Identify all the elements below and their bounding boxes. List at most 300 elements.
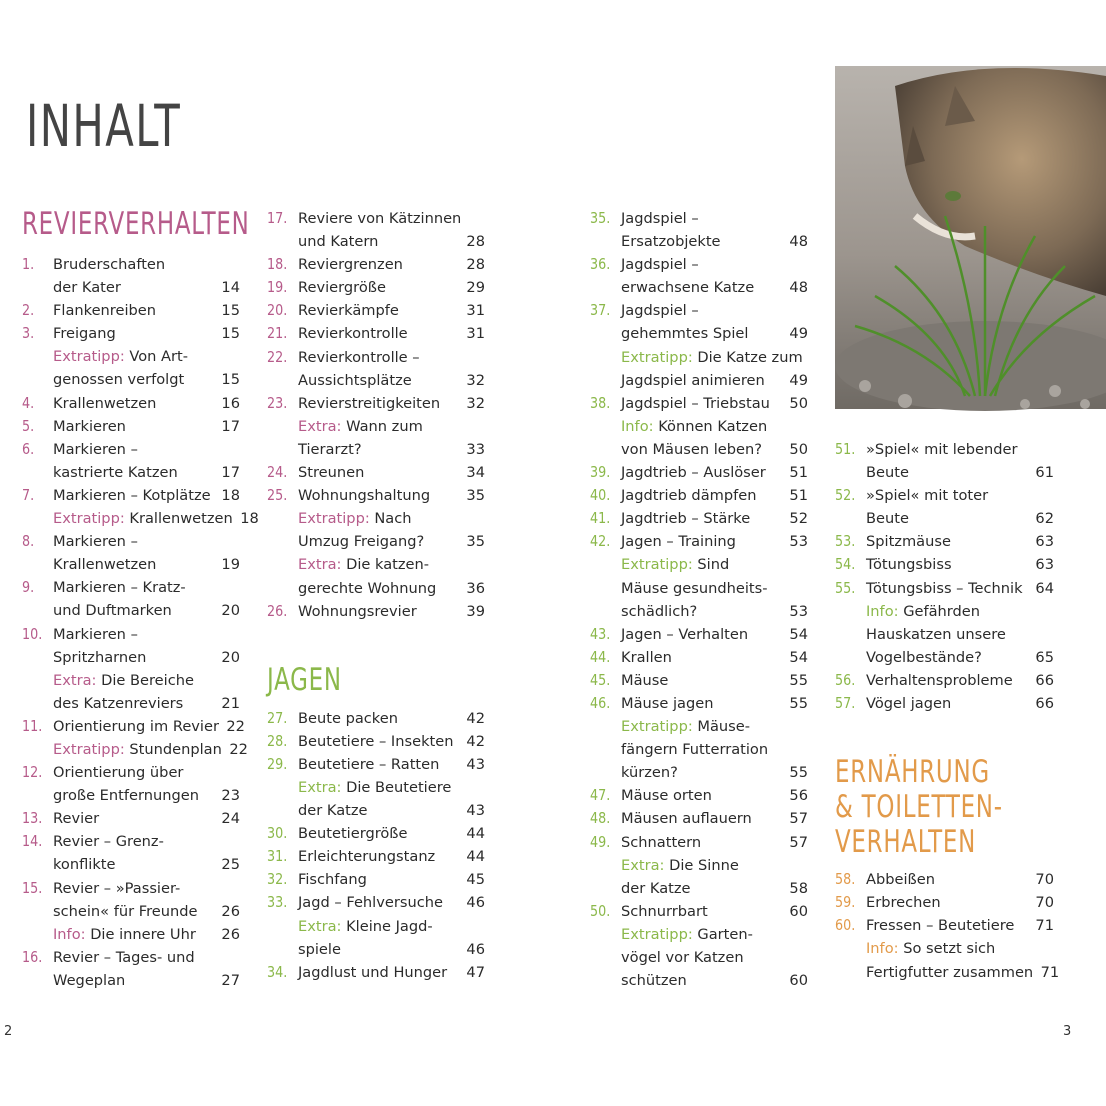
entry-page: 48 (789, 233, 808, 251)
entry-title (53, 761, 214, 784)
toc-entry (590, 969, 808, 992)
entry-title (298, 577, 459, 600)
toc-entry (22, 299, 240, 322)
entry-title (298, 230, 459, 253)
entry-title (621, 299, 782, 322)
entry-title (621, 253, 782, 276)
toc-entry (22, 253, 240, 276)
entry-page: 19 (221, 556, 240, 574)
entry-page (214, 576, 240, 599)
entry-page (214, 530, 240, 553)
entry-title (53, 923, 214, 946)
entry-page: 44 (466, 848, 485, 866)
entry-text: Revier (53, 810, 100, 828)
entry-page: 66 (1035, 671, 1054, 689)
toc-entry (590, 923, 808, 946)
entry-text: Markieren – Kratz- (53, 579, 186, 597)
entry-page (782, 577, 808, 600)
entry-page (782, 715, 808, 738)
entry-title (53, 530, 214, 553)
entry-text: schützen (621, 972, 687, 990)
entry-text: gehemmtes Spiel (621, 325, 749, 343)
entry-text: Markieren – Kotplätze (53, 486, 211, 504)
toc-entry (590, 322, 808, 345)
entry-number (267, 507, 293, 530)
entry-page: 53 (789, 602, 808, 620)
entry-number: 10. (22, 624, 43, 643)
entry-number (267, 553, 293, 576)
entry-number: 19. (267, 278, 288, 297)
entry-text: fängern Futterration (621, 741, 769, 759)
entry-text: von Mäusen leben? (621, 440, 762, 458)
entry-title (621, 692, 782, 715)
entry-title (298, 915, 459, 938)
entry-page (461, 207, 487, 230)
toc-entry (590, 299, 808, 322)
entry-keyword: Extra: (53, 671, 97, 689)
entry-keyword: Extratipp: (298, 510, 370, 528)
toc-entry (267, 776, 485, 799)
toc-entry (267, 484, 485, 507)
section-ernaehrung (835, 754, 1060, 983)
entry-text: Jagdspiel animieren (621, 371, 765, 389)
toc-entry (835, 553, 1054, 576)
entry-keyword: Info: (866, 602, 899, 620)
entry-number (590, 738, 616, 761)
entry-number (835, 623, 861, 646)
entry-text: Reviere von Kätzinnen (298, 210, 462, 227)
entry-number: 36. (590, 255, 611, 274)
entry-page (782, 553, 808, 576)
entry-title (866, 484, 1028, 507)
entry-number: 49. (590, 832, 611, 851)
entry-number (590, 715, 616, 738)
entry-text: So setzt sich (903, 940, 996, 958)
entry-text: Markieren – (53, 533, 138, 551)
entry-number (267, 776, 293, 799)
entry-page: 39 (466, 602, 485, 620)
toc-entry (590, 600, 808, 623)
entry-number: 51. (835, 440, 856, 458)
entry-title (298, 753, 459, 776)
page-number-left: 2 (4, 1024, 13, 1039)
entry-page: 48 (789, 279, 808, 297)
entry-text: Mäusen auflauern (621, 810, 752, 828)
entry-text: erwachsene Katze (621, 279, 755, 297)
entry-title (621, 854, 782, 877)
entry-text: und Katern (298, 233, 379, 251)
entry-text: Vogelbestände? (866, 648, 982, 666)
entry-text: Revier – Tages- und (53, 948, 195, 966)
entry-page: 51 (789, 464, 808, 482)
entry-number (835, 937, 861, 960)
entry-page: 32 (466, 394, 485, 412)
section-revierverhalten-cont (267, 207, 485, 623)
toc-entry (22, 576, 240, 599)
entry-page (214, 830, 240, 853)
toc-entry (267, 915, 485, 938)
toc-entry (22, 715, 245, 738)
entry-number: 57. (835, 694, 856, 713)
entry-number (590, 322, 616, 345)
entry-text: Die Sinne (669, 856, 739, 874)
entry-title (298, 845, 459, 868)
entry-text: konflikte (53, 856, 116, 874)
entry-page: 18 (221, 486, 240, 504)
entry-number (835, 600, 861, 623)
entry-number (590, 438, 616, 461)
toc-entry (835, 484, 1054, 507)
entry-page: 28 (466, 256, 485, 274)
entry-text: Jagd – Fehlversuche (298, 894, 443, 912)
entry-page: 36 (466, 579, 485, 597)
entry-title (53, 900, 214, 923)
entry-number: 3. (22, 324, 35, 343)
entry-number (835, 646, 861, 669)
entry-page (214, 345, 240, 368)
toc-entry (835, 600, 1054, 623)
entry-number (590, 577, 616, 600)
entry-number: 18. (267, 255, 288, 274)
entry-title (298, 438, 459, 461)
toc-column-3 (590, 207, 808, 992)
entry-number (590, 230, 616, 253)
entry-number (267, 369, 293, 392)
entry-number: 52. (835, 486, 856, 505)
toc-entry (590, 438, 808, 461)
toc-entry (835, 891, 1054, 914)
toc-entry (267, 530, 485, 553)
entry-title (866, 600, 1028, 623)
entry-page (214, 623, 240, 646)
entry-title (298, 799, 459, 822)
toc-entry (590, 692, 808, 715)
entry-title (53, 807, 214, 830)
entry-text: Spritzharnen (53, 648, 147, 666)
toc-entry (835, 669, 1054, 692)
toc-entry (22, 368, 240, 391)
entry-title (53, 738, 222, 761)
entry-title (866, 577, 1028, 600)
entry-title (621, 484, 782, 507)
entry-text: Die innere Uhr (90, 925, 196, 943)
entry-page (782, 207, 808, 230)
toc-entry (267, 600, 485, 623)
entry-keyword: Extratipp: (621, 718, 693, 736)
entry-text: Die katzen- (346, 556, 430, 574)
entry-page: 55 (789, 694, 808, 712)
toc-entry (267, 891, 485, 914)
entry-title (53, 946, 214, 969)
entry-number (22, 692, 48, 715)
entry-number (22, 646, 48, 669)
section-jagen (267, 663, 485, 984)
entry-number: 21. (267, 324, 288, 343)
entry-title (53, 646, 214, 669)
entry-title (298, 369, 459, 392)
entry-page: 31 (466, 325, 485, 343)
entry-number (22, 276, 48, 299)
entry-number: 15. (22, 878, 43, 897)
toc-entry (22, 646, 240, 669)
entry-page (214, 669, 240, 692)
entry-number (22, 368, 48, 391)
entry-page: 25 (221, 856, 240, 874)
toc-entry (835, 868, 1054, 891)
toc-entry (835, 461, 1054, 484)
entry-title (298, 276, 459, 299)
entry-number: 42. (590, 532, 611, 551)
entry-number (267, 438, 293, 461)
entry-title (298, 346, 459, 369)
section-heading: JAGEN (267, 661, 342, 698)
toc-entry (590, 507, 808, 530)
toc-entry (590, 738, 808, 761)
entry-page: 55 (789, 671, 808, 689)
entry-page: 14 (221, 279, 240, 297)
entry-title (53, 853, 214, 876)
entry-page: 53 (789, 533, 808, 551)
entry-number: 5. (22, 416, 35, 435)
entry-title (298, 730, 459, 753)
entry-keyword: Extratipp: (621, 348, 693, 366)
entry-page: 43 (466, 755, 485, 773)
entry-page: 65 (1035, 648, 1054, 666)
entry-text: Kleine Jagd- (346, 917, 433, 935)
page-number-right: 3 (1063, 1024, 1072, 1039)
entry-page: 47 (466, 963, 485, 981)
entry-number: 22. (267, 347, 288, 366)
toc-entry (835, 961, 1060, 984)
entry-title (298, 707, 459, 730)
toc-entry (22, 784, 240, 807)
entry-number: 58. (835, 870, 856, 889)
entry-text: Jagdspiel – (621, 210, 699, 227)
entry-number (590, 369, 616, 392)
toc-entry (267, 461, 485, 484)
entry-page: 60 (789, 972, 808, 990)
toc-entry (590, 461, 808, 484)
entry-number (267, 938, 293, 961)
toc-entry (590, 623, 808, 646)
toc-entry (22, 438, 240, 461)
entry-page (214, 877, 240, 900)
entry-text: Bruderschaften (53, 256, 166, 273)
entry-number: 4. (22, 393, 35, 412)
entry-number (267, 577, 293, 600)
entry-page: 27 (221, 971, 240, 989)
toc-entry (267, 938, 485, 961)
entry-number (267, 530, 293, 553)
entry-title (866, 961, 1033, 984)
entry-text: Gefährden (903, 602, 981, 620)
entry-number (590, 923, 616, 946)
entry-title (53, 461, 214, 484)
entry-title (53, 692, 214, 715)
entry-title (298, 484, 459, 507)
entry-page (782, 738, 808, 761)
cat-eating-grass-image (835, 66, 1106, 409)
toc-entry (22, 345, 240, 368)
toc-entry (590, 553, 808, 576)
toc-entry (22, 692, 240, 715)
entry-text: Tierarzt? (298, 440, 362, 458)
entry-text: »Spiel« mit lebender (866, 441, 1018, 458)
toc-entry (22, 599, 240, 622)
entry-number (22, 853, 48, 876)
entry-page: 58 (789, 879, 808, 897)
toc-entry (267, 276, 485, 299)
entry-title (866, 692, 1028, 715)
entry-title (53, 784, 214, 807)
entry-title (621, 577, 782, 600)
entry-title (866, 646, 1028, 669)
entry-title (866, 891, 1028, 914)
entry-title (298, 415, 459, 438)
entry-text: Markieren – (53, 440, 138, 458)
entry-text: Schnattern (621, 833, 702, 851)
toc-column-1 (22, 206, 259, 992)
entry-number: 16. (22, 947, 43, 966)
entry-title (866, 868, 1028, 891)
entry-keyword: Extra: (298, 917, 342, 935)
entry-page: 35 (466, 533, 485, 551)
entry-text: »Spiel« mit toter (866, 487, 989, 505)
entry-title (53, 715, 219, 738)
entry-number: 12. (22, 763, 43, 782)
toc-entry (590, 715, 808, 738)
toc-entry (267, 577, 485, 600)
entry-number: 40. (590, 486, 611, 505)
entry-number (22, 553, 48, 576)
toc-entry (22, 830, 240, 853)
entry-title (53, 507, 233, 530)
entry-number: 60. (835, 916, 856, 935)
entry-page: 16 (221, 394, 240, 412)
entry-text: Krallen (621, 648, 672, 666)
entry-page: 61 (1035, 464, 1054, 482)
entry-number (590, 553, 616, 576)
toc-entry (22, 415, 240, 438)
entry-number: 27. (267, 708, 288, 727)
entry-page: 18 (240, 510, 259, 528)
entry-page (1028, 623, 1054, 646)
entry-page: 21 (221, 694, 240, 712)
entry-text: der Katze (621, 879, 691, 897)
entry-title (53, 669, 214, 692)
entry-text: Revier – »Passier- (53, 879, 181, 897)
entry-page: 15 (221, 302, 240, 320)
entry-number: 35. (590, 209, 611, 227)
entry-number: 23. (267, 393, 288, 412)
entry-title (621, 369, 782, 392)
entry-text: Revierkämpfe (298, 302, 399, 320)
entry-text: Mäuse gesundheits- (621, 579, 768, 597)
entry-number (22, 669, 48, 692)
entry-number (22, 969, 48, 992)
toc-entry (267, 553, 485, 576)
entry-title (53, 576, 214, 599)
entry-title (298, 868, 459, 891)
entry-title (866, 623, 1028, 646)
toc-entry (590, 646, 808, 669)
entry-number (590, 600, 616, 623)
toc-entry (835, 692, 1054, 715)
entry-number: 13. (22, 809, 43, 828)
entry-page: 54 (789, 625, 808, 643)
entry-number (590, 415, 616, 438)
entry-number (267, 415, 293, 438)
entry-number: 33. (267, 893, 288, 912)
entry-page: 57 (789, 810, 808, 828)
entry-page: 44 (466, 825, 485, 843)
entry-page (459, 915, 485, 938)
toc-entry (590, 946, 808, 969)
entry-number (22, 784, 48, 807)
entry-title (621, 415, 782, 438)
section-heading-line: & TOILETTEN- (835, 789, 1003, 826)
entry-title (53, 830, 214, 853)
entry-number: 9. (22, 578, 35, 597)
entry-title (298, 392, 459, 415)
entry-page: 70 (1035, 894, 1054, 912)
entry-number: 32. (267, 870, 288, 889)
entry-keyword: Extra: (298, 556, 342, 574)
entry-page (782, 415, 808, 438)
entry-page: 49 (789, 371, 808, 389)
entry-title (621, 346, 803, 369)
entry-text: vögel vor Katzen (621, 949, 744, 966)
toc-entry (267, 868, 485, 891)
entry-text: kastrierte Katzen (53, 463, 178, 481)
entry-text: Jagen – Verhalten (621, 625, 749, 643)
toc-column-2 (267, 207, 485, 984)
entry-text: Tötungsbiss (866, 556, 952, 574)
entry-text: Garten- (697, 925, 753, 943)
entry-title (621, 276, 782, 299)
entry-page: 22 (229, 740, 248, 758)
entry-text: und Duftmarken (53, 602, 172, 620)
entry-number (590, 761, 616, 784)
entry-page: 57 (789, 833, 808, 851)
toc-entry (267, 730, 485, 753)
entry-number: 30. (267, 824, 288, 843)
entry-page: 49 (789, 325, 808, 343)
entry-page (1028, 484, 1054, 507)
entry-number: 39. (590, 463, 611, 482)
entry-text: Wann zum (346, 417, 423, 435)
toc-entry (590, 392, 808, 415)
entry-list (267, 707, 485, 984)
entry-text: Wegeplan (53, 971, 126, 989)
entry-page: 20 (221, 602, 240, 620)
entry-page: 46 (466, 940, 485, 958)
entry-text: Sind (697, 556, 730, 574)
entry-title (621, 600, 782, 623)
entry-text: Jagdspiel – (621, 256, 699, 274)
entry-title (621, 969, 782, 992)
entry-title (298, 600, 459, 623)
entry-number: 1. (22, 255, 35, 273)
entry-page (214, 438, 240, 461)
toc-entry (22, 322, 240, 345)
entry-title (298, 776, 459, 799)
entry-title (866, 461, 1028, 484)
entry-title (621, 207, 782, 230)
entry-number: 37. (590, 301, 611, 320)
toc-entry (22, 807, 240, 830)
entry-title (621, 831, 782, 854)
